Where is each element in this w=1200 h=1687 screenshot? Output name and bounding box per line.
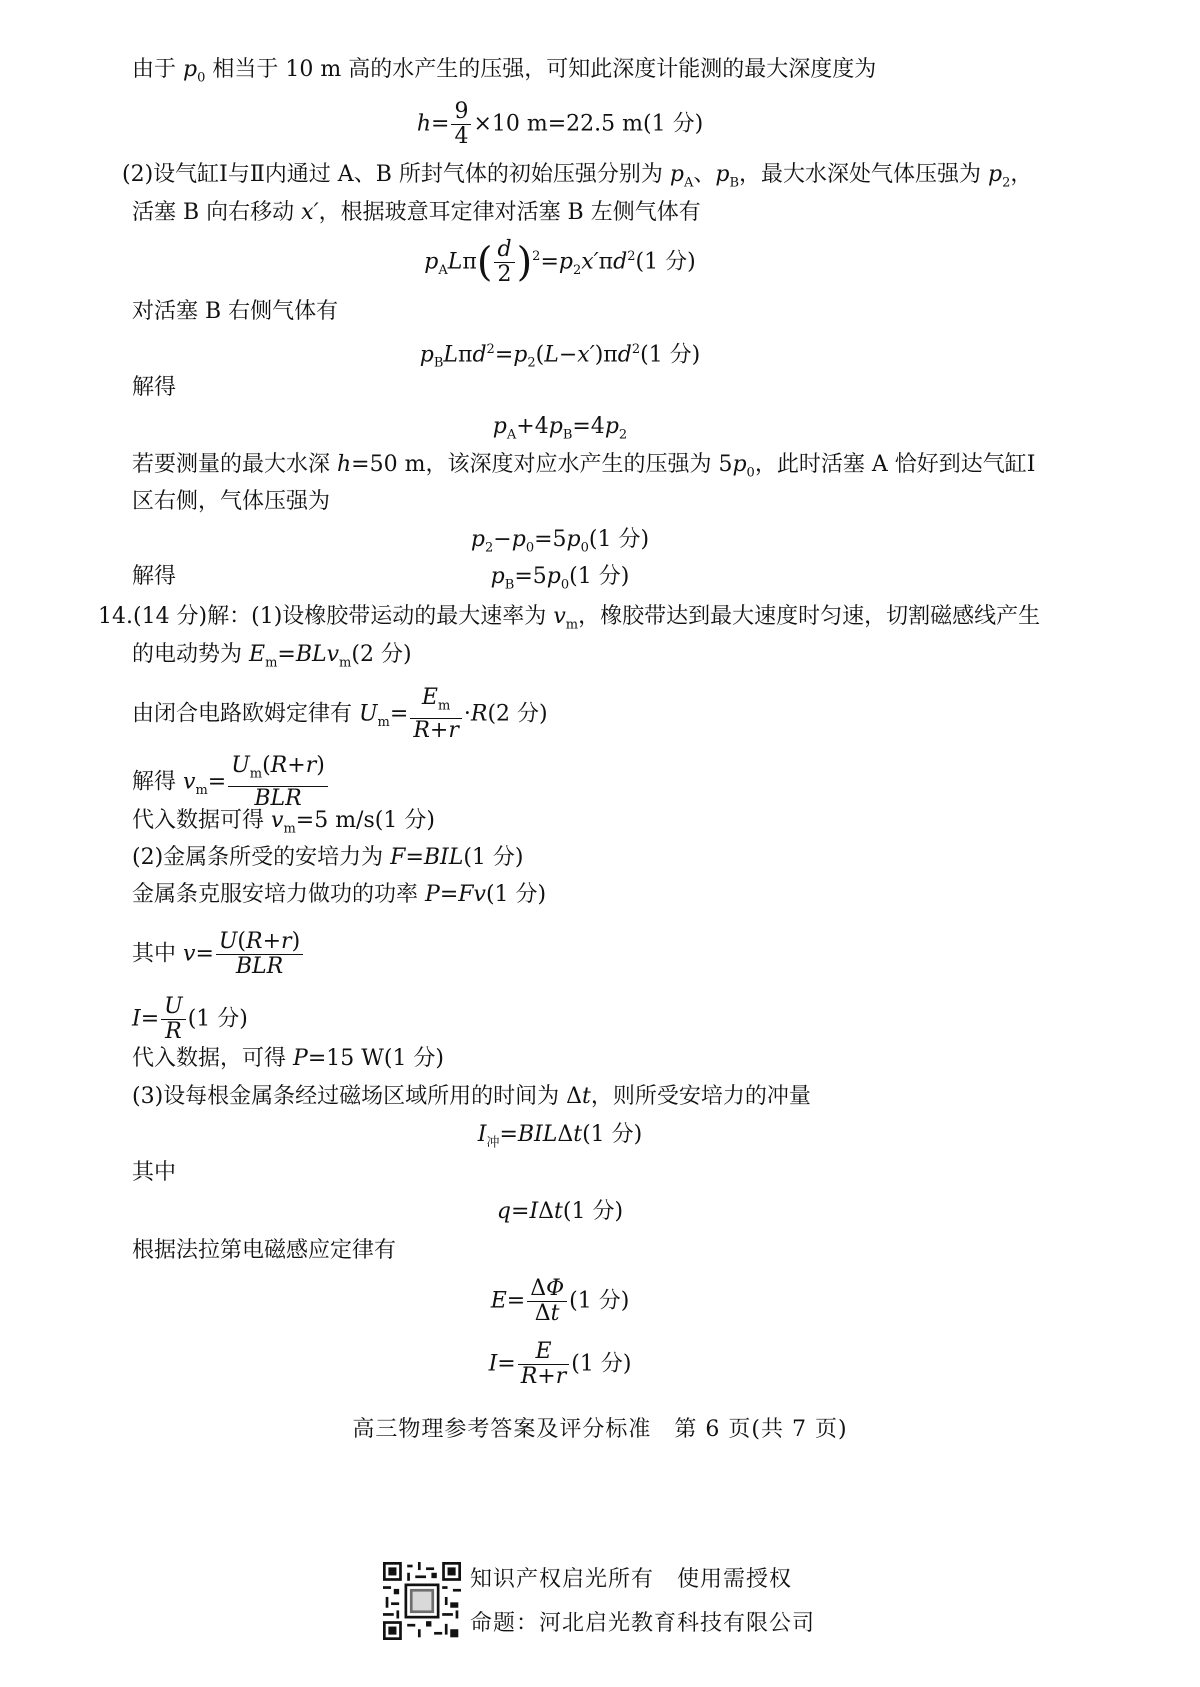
equation: 解得 $v_m=$ $\frac{U_m(R+r)}{\text{BLR}}$ — [132, 754, 330, 811]
text-line: 代入数据可得 $v_m=5$ m/s(1 分) — [132, 808, 435, 837]
author-line: 命题：河北启光教育科技有限公司 — [470, 1611, 816, 1636]
text-line: 的电动势为 $E_m=BLv_m(2$ 分) — [132, 642, 412, 671]
text-line: 对活塞 B 右侧气体有 — [132, 299, 339, 324]
equation: E= $\frac{\Delta\Phi}{\Delta t}$ (1 分) — [490, 1276, 630, 1326]
text-line: 由于 $p_0$ 相当于 10 m 高的水产生的压强，可知此深度计能测的最大深度度为 — [132, 57, 877, 86]
equation: 其中 v= $\frac{U(R+r)}{\text{BLR}}$ — [132, 930, 305, 979]
text-line: 活塞 B 向右移动 x′，根据玻意耳定律对活塞 B 左侧气体有 — [132, 200, 701, 225]
equation: $p_B=5p_0(1$ 分) — [490, 564, 630, 593]
equation: I= $\frac{U}{R}$ (1 分) — [132, 994, 248, 1044]
equation: I= $\frac{E}{R+r}$ (1 分) — [488, 1339, 632, 1389]
text-line: 若要测量的最大水深 h=50 m，该深度对应水产生的压强为 $5p_0$，此时活塞 A 恰好到达气缸Ⅰ — [132, 452, 1036, 481]
equation: $p_A+4p_B=4p_2$ — [492, 414, 628, 443]
text-line: 金属条克服安培力做功的功率 P=Fv(1 分) — [132, 882, 547, 907]
text-line: 解得 — [132, 564, 177, 589]
text-line: 区右侧，气体压强为 — [132, 489, 331, 514]
text-line: 代入数据，可得 P=15 W(1 分) — [132, 1046, 445, 1071]
equation: $p_2-p_0=5p_0(1$ 分) — [470, 527, 650, 556]
equation: $p_AL\pi$( $\frac{d}{2}$ )$^2=p_2x'\pi d^2(1$ 分) — [424, 237, 696, 287]
qr-code-icon — [383, 1562, 461, 1640]
text-line: 根据法拉第电磁感应定律有 — [132, 1238, 397, 1263]
text-line: (2)金属条所受的安培力为 F=BIL(1 分) — [132, 845, 524, 870]
equation: $p_BL\pi d^2=p_2(L-x')\pi d^2(1$ 分) — [419, 342, 701, 371]
equation: h= $\frac{9}{4}$ ×10 m=22.5 m(1 分) — [416, 99, 704, 149]
page-footer: 高三物理参考答案及评分标准 第 6 页(共 7 页) — [352, 1417, 848, 1442]
equation: q=IΔt(1 分) — [496, 1199, 624, 1224]
equation: $I_冲=BIL\Delta t(1$ 分) — [477, 1122, 643, 1151]
copyright-line: 知识产权启光所有 使用需授权 — [470, 1567, 793, 1592]
text-line: (2)设气缸Ⅰ与Ⅱ内通过 A、B 所封气体的初始压强分别为 $p_A$、$p_B$，最大水深处气体压强为 $p_2$， — [122, 162, 1033, 191]
text-line: (3)设每根金属条经过磁场区域所用的时间为 Δt，则所受安培力的冲量 — [132, 1084, 811, 1109]
equation: 由闭合电路欧姆定律有 $U_m=$ $\frac{E_m}{R+r}$ ·R(2 分) — [132, 685, 548, 744]
question-14-line: 14.(14 分)解：(1)设橡胶带运动的最大速率为 $v_m$，橡胶带达到最大速度时匀速，切割磁感线产生 — [98, 604, 1041, 633]
text-line: 其中 — [132, 1160, 177, 1185]
text-line: 解得 — [132, 375, 177, 400]
